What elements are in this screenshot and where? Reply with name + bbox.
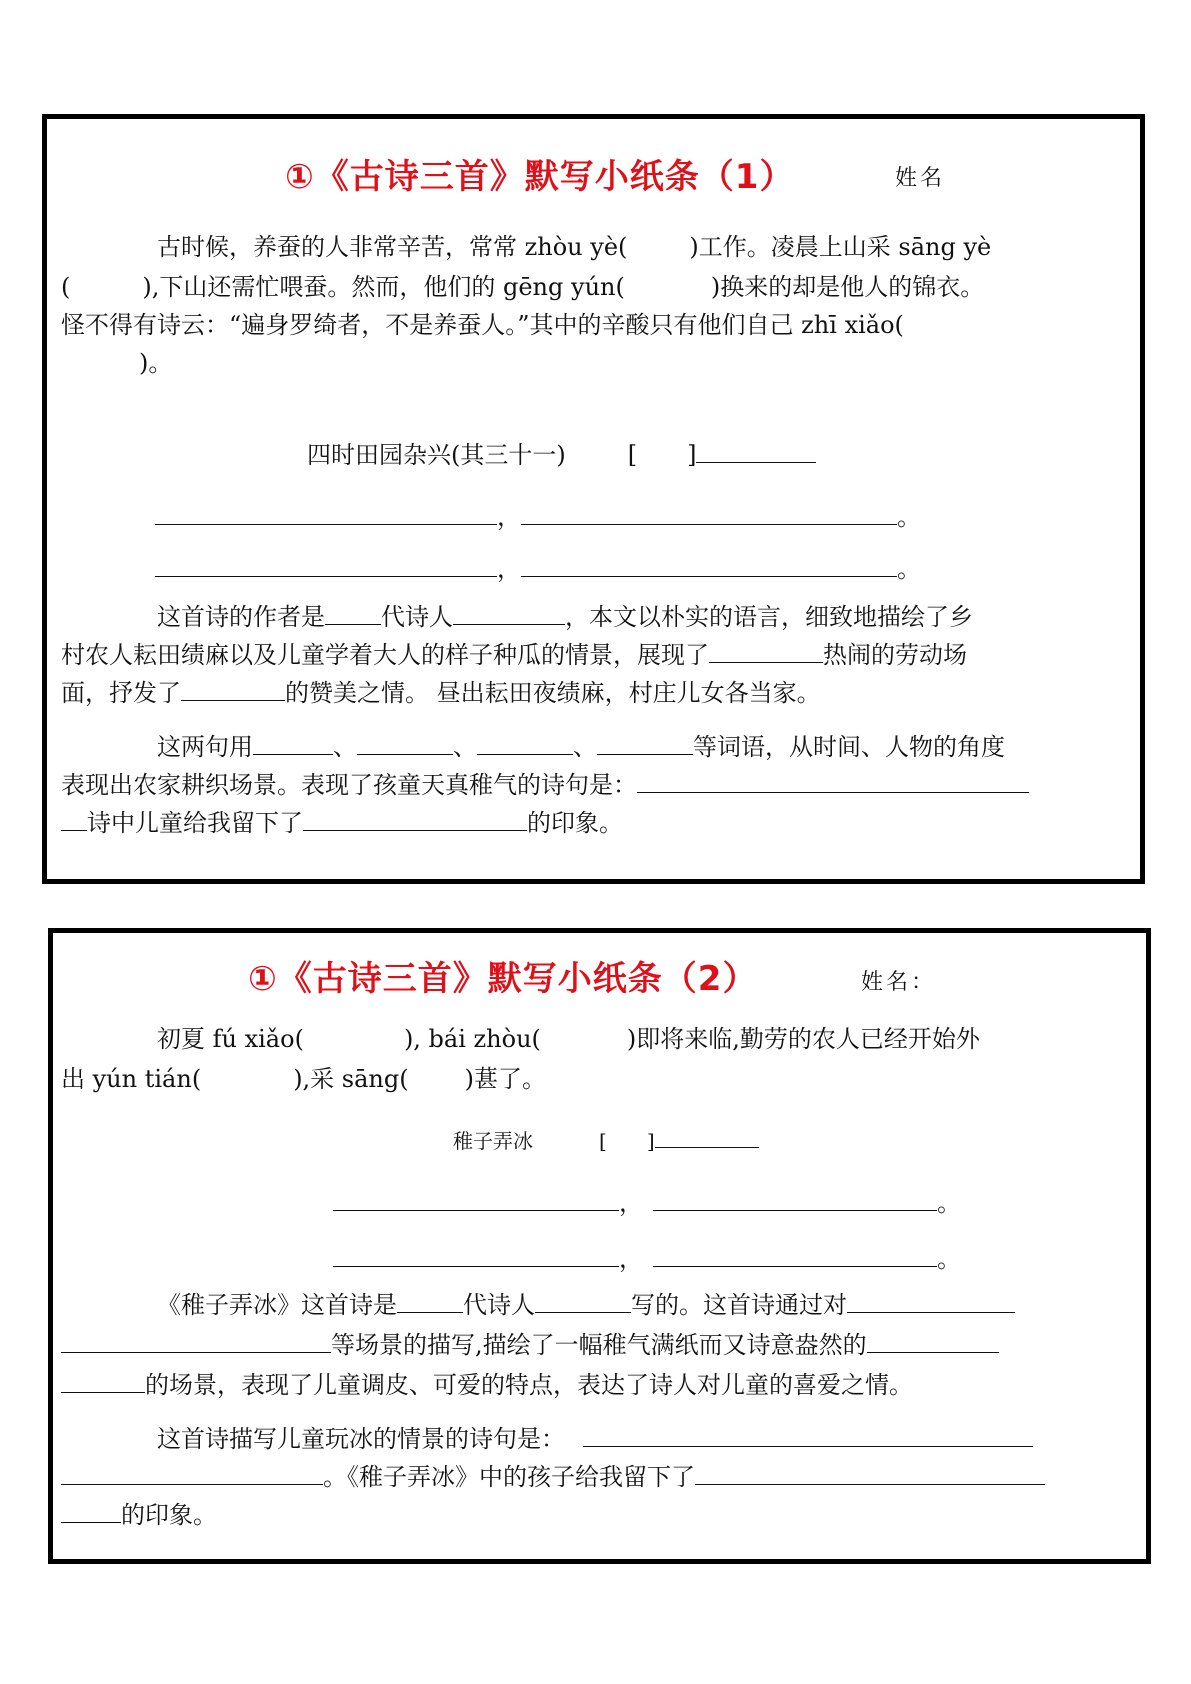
- word-blank[interactable]: [357, 730, 453, 755]
- impression-blank[interactable]: [61, 1498, 121, 1523]
- poem-blank[interactable]: [653, 1186, 937, 1211]
- poem-header: 稚子弄冰 [ ]: [453, 1121, 1191, 1161]
- answer-blank[interactable]: [847, 1288, 1015, 1313]
- paragraph-line: 诗中儿童给我留下了 的印象。: [61, 803, 1154, 843]
- answer-blank[interactable]: [181, 676, 285, 701]
- paragraph-line: 村农人耘田绩麻以及儿童学着大人的样子种瓜的情景，展现了 热闹的劳动场: [61, 635, 1154, 675]
- answer-blank[interactable]: [61, 806, 87, 831]
- paragraph-line: 这首诗的作者是 代诗人 ，本文以朴实的语言，细致地描绘了乡: [61, 597, 1154, 637]
- poem-blank[interactable]: [155, 552, 497, 577]
- author-blank[interactable]: [696, 438, 816, 463]
- author-blank[interactable]: [453, 600, 565, 625]
- paragraph-line: 这首诗描写儿童玩冰的情景的诗句是：: [61, 1419, 1154, 1459]
- poem-line-2: ， 。: [333, 1239, 1191, 1279]
- name-label: 姓名：: [861, 970, 937, 995]
- impression-blank[interactable]: [695, 1460, 1045, 1485]
- poem-title: 稚子弄冰: [453, 1129, 533, 1153]
- paragraph-line: 等场景的描写,描绘了一幅稚气满纸而又诗意盎然的: [61, 1325, 1154, 1365]
- card-title: ①《古诗三首》默写小纸条（2）: [248, 959, 758, 999]
- paragraph-line: 初夏 fú xiǎo( ), bái zhòu( )即将来临,勤劳的农人已经开始外: [157, 1025, 980, 1053]
- word-blank[interactable]: [477, 730, 573, 755]
- poem-title: 四时田园杂兴(其三十一): [307, 441, 566, 469]
- poem-line-1: ， 。: [333, 1183, 1191, 1223]
- poem-blank[interactable]: [155, 500, 497, 525]
- answer-blank[interactable]: [61, 1368, 145, 1393]
- poem-blank[interactable]: [521, 500, 897, 525]
- paragraph-line: 表现出农家耕织场景。表现了孩童天真稚气的诗句是：: [61, 765, 1154, 805]
- impression-blank[interactable]: [303, 806, 527, 831]
- poem-blank[interactable]: [333, 1242, 619, 1267]
- word-blank[interactable]: [253, 730, 333, 755]
- paragraph-line: 出 yún tián( ),采 sāng( )葚了。: [61, 1065, 546, 1093]
- paragraph-line: ( ),下山还需忙喂蚕。然而，他们的 gēng yún( )换来的却是他人的锦衣。: [61, 273, 985, 301]
- word-blank[interactable]: [597, 730, 693, 755]
- dynasty-blank[interactable]: [397, 1288, 463, 1313]
- paragraph-line: 面，抒发了 的赞美之情。 昼出耘田夜绩麻，村庄儿女各当家。: [61, 673, 1154, 713]
- paragraph-line: 这两句用 、 、 、 等词语，从时间、人物的角度: [61, 727, 1154, 767]
- paragraph-line: 的场景，表现了儿童调皮、可爱的特点，表达了诗人对儿童的喜爱之情。: [61, 1365, 1154, 1405]
- name-label: 姓名: [895, 166, 946, 191]
- paragraph-line: 古时候，养蚕的人非常辛苦，常常 zhòu yè( )工作。凌晨上山采 sāng yè: [157, 233, 992, 261]
- paragraph-line: )。: [139, 349, 173, 377]
- paragraph-line: 。《稚子弄冰》中的孩子给我留下了: [61, 1457, 1154, 1497]
- dictation-card-1: [42, 114, 1145, 884]
- author-blank[interactable]: [655, 1127, 759, 1148]
- poem-blank[interactable]: [333, 1186, 619, 1211]
- poem-line-2: ， 。: [155, 549, 1191, 589]
- answer-blank[interactable]: [61, 1460, 323, 1485]
- author-blank[interactable]: [535, 1288, 631, 1313]
- poem-blank[interactable]: [653, 1242, 937, 1267]
- poem-line-1: ， 。: [155, 497, 1191, 537]
- poem-blank[interactable]: [521, 552, 897, 577]
- paragraph-line: 《稚子弄冰》这首诗是 代诗人 写的。这首诗通过对: [61, 1285, 1154, 1325]
- dictation-card-2: [48, 928, 1151, 1564]
- answer-blank[interactable]: [709, 638, 823, 663]
- poem-header: 四时田园杂兴(其三十一) [ ]: [307, 435, 1191, 475]
- dynasty-blank[interactable]: [325, 600, 381, 625]
- paragraph-line: 的印象。: [61, 1495, 1154, 1535]
- answer-blank[interactable]: [637, 768, 1029, 793]
- answer-blank[interactable]: [61, 1328, 331, 1353]
- answer-blank[interactable]: [583, 1422, 1033, 1447]
- card-title: ①《古诗三首》默写小纸条（1）: [285, 157, 795, 197]
- paragraph-line: 怪不得有诗云：“遍身罗绮者，不是养蚕人。”其中的辛酸只有他们自己 zhī xiǎo(: [61, 311, 904, 339]
- answer-blank[interactable]: [867, 1328, 999, 1353]
